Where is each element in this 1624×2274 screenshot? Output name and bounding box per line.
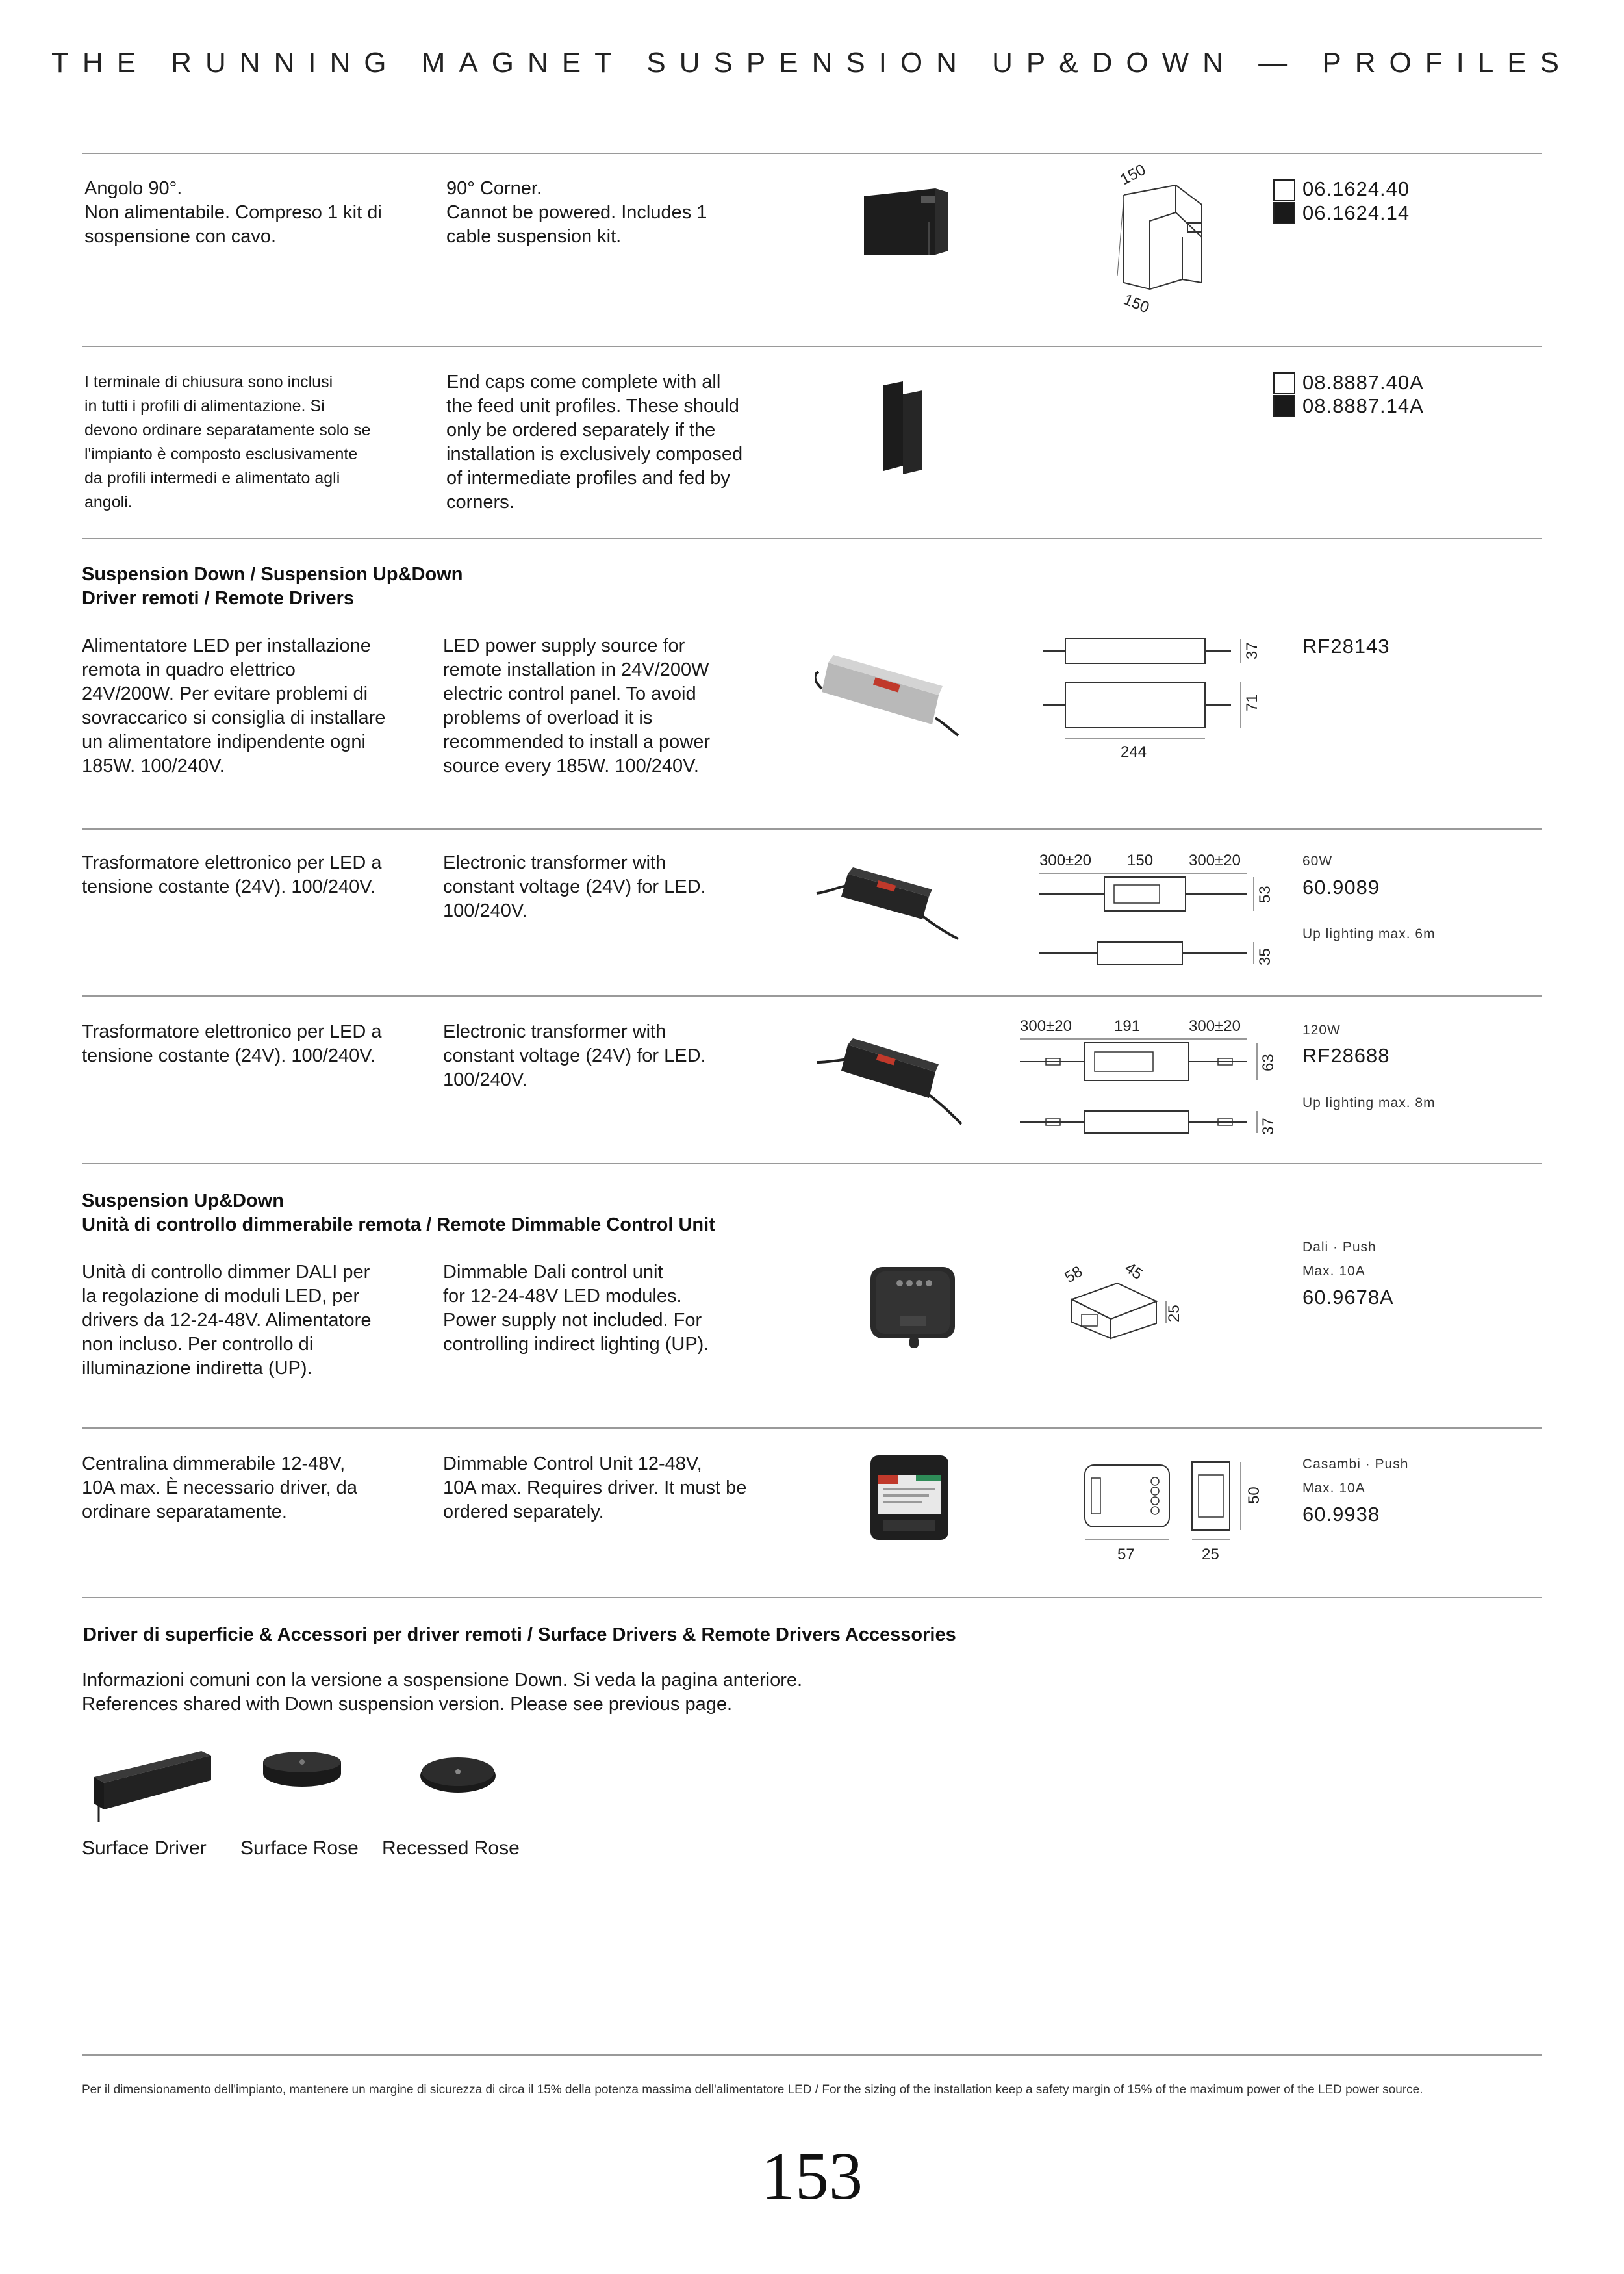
driver-desc-en: LED power supply source for remote installation in 24V/200W electric control panel. To avoid problems of overload it is recommended to install a power source every 185W. 100/240V. [443, 635, 711, 776]
dim-label: 35 [1256, 948, 1274, 965]
product-code: RF28143 [1302, 635, 1390, 658]
divider [82, 346, 1542, 347]
divider [82, 995, 1542, 997]
section-heading: Driver di superficie & Accessori per driver remoti / Surface Drivers & Remote Drivers Accessories [83, 1624, 956, 1645]
product-code: 06.1624.14 [1302, 201, 1410, 224]
dim-label: 25 [1202, 1546, 1219, 1563]
dali-desc-it: Unità di controllo dimmer DALI per la regolazione di moduli LED, per drivers da 12-24-48V. Alimentatore non incluso. Per controllo di illuminazione indiretta (UP). [82, 1262, 372, 1379]
divider [82, 1427, 1542, 1429]
section-heading: Suspension Down / Suspension Up&Down Driver remoti / Remote Drivers [82, 564, 463, 609]
dali-desc-en: Dimmable Dali control unit for 12-24-48V LED modules. Power supply not included. For controlling indirect lighting (UP). [443, 1262, 709, 1355]
driver-image [815, 643, 971, 741]
dim-label: 53 [1256, 886, 1274, 903]
dali-unit-image [864, 1257, 961, 1355]
lighting-note: Up lighting max. 8m [1302, 1095, 1436, 1110]
dim-label: 25 [1165, 1305, 1182, 1322]
power-label: 120W [1302, 1023, 1341, 1038]
control-type-label: Dali · Push [1302, 1240, 1377, 1255]
product-code: 60.9938 [1302, 1503, 1380, 1526]
transformer120-desc-en: Electronic transformer with constant voltage (24V) for LED. 100/240V. [443, 1021, 706, 1090]
transformer60-desc-en: Electronic transformer with constant voltage (24V) for LED. 100/240V. [443, 852, 706, 921]
transformer120-image [815, 1033, 971, 1131]
driver-desc-it: Alimentatore LED per installazione remota in quadro elettrico 24V/200W. Per evitare problemi di sovraccarico si consiglia di installare un alimentatore indipendente ogni 185W. 100/240V. [82, 635, 386, 776]
power-label: 60W [1302, 854, 1333, 869]
dim-label: 50 [1245, 1487, 1263, 1504]
transformer60-desc-it: Trasformatore elettronico per LED a tensione costante (24V). 100/240V. [82, 852, 382, 897]
casambi-dimension-drawing [1072, 1452, 1280, 1569]
dim-label: 300±20 [1020, 1017, 1072, 1035]
corner-desc-it: Angolo 90°. Non alimentabile. Compreso 1 kit di sospensione con cavo. [84, 178, 382, 247]
accessory-label: Surface Driver [82, 1837, 207, 1859]
dim-label: 150 [1121, 290, 1152, 317]
endcaps-desc-it: I terminale di chiusura sono inclusi in tutti i profili di alimentazione. Si devono ordinare separatamente solo se l'impianto è composto esclusivamente da profili intermedi e alimentato agli angoli. [84, 373, 371, 511]
casambi-unit-image [864, 1449, 955, 1546]
casambi-desc-it: Centralina dimmerabile 12-48V, 10A max. È necessario driver, da ordinare separatamente. [82, 1453, 357, 1522]
page-title: THE RUNNING MAGNET SUSPENSION UP&DOWN — PROFILES [51, 47, 1573, 79]
dim-label: 45 [1121, 1258, 1146, 1284]
page-number: 153 [761, 2139, 863, 2214]
divider [82, 1163, 1542, 1164]
product-code: 06.1624.40 [1302, 177, 1410, 200]
section-heading: Suspension Up&Down Unità di controllo dimmerabile remota / Remote Dimmable Control Unit [82, 1190, 715, 1235]
accessory-label: Recessed Rose [382, 1837, 520, 1859]
product-code: RF28688 [1302, 1044, 1390, 1067]
endcaps-desc-en: End caps come complete with all the feed unit profiles. These should only be ordered separately if the installation is exclusively composed of intermediate profiles and fed by corners. [446, 372, 743, 513]
transformer120-desc-it: Trasformatore elettronico per LED a tensione costante (24V). 100/240V. [82, 1021, 382, 1066]
transformer120-dimension-drawing [1013, 1010, 1286, 1153]
product-code: 60.9089 [1302, 876, 1380, 899]
divider [82, 2054, 1542, 2056]
surface-rose-image [257, 1748, 348, 1793]
dim-label: 37 [1260, 1118, 1277, 1135]
recessed-rose-image [416, 1751, 500, 1796]
dali-dimension-drawing [1059, 1251, 1182, 1348]
divider [82, 828, 1542, 830]
black-finish-swatch [1273, 202, 1295, 224]
product-code: 60.9678A [1302, 1286, 1394, 1309]
black-finish-swatch [1273, 395, 1295, 417]
dim-label: 150 [1117, 160, 1149, 189]
lighting-note: Up lighting max. 6m [1302, 926, 1436, 941]
corner-desc-en: 90° Corner. Cannot be powered. Includes 1 cable suspension kit. [446, 178, 707, 247]
divider [82, 153, 1542, 154]
max-current-label: Max. 10A [1302, 1264, 1365, 1279]
dim-label: 58 [1061, 1262, 1086, 1287]
accessory-label: Surface Rose [240, 1837, 359, 1859]
corner-dimension-drawing [1104, 159, 1221, 322]
dim-label: 71 [1243, 694, 1261, 711]
dim-label: 300±20 [1189, 852, 1241, 869]
product-code: 08.8887.40A [1302, 371, 1424, 394]
dim-label: 150 [1127, 852, 1154, 869]
dim-label: 37 [1243, 642, 1261, 659]
driver-dimension-drawing [1033, 633, 1267, 763]
section-info: Informazioni comuni con la versione a sospensione Down. Si veda la pagina anteriore. References shared with Down suspension version. Please see previous page. [82, 1670, 803, 1715]
dim-label: 63 [1260, 1054, 1277, 1071]
white-finish-swatch [1273, 179, 1295, 201]
max-current-label: Max. 10A [1302, 1481, 1365, 1496]
dim-label: 300±20 [1039, 852, 1091, 869]
control-type-label: Casambi · Push [1302, 1457, 1409, 1472]
dim-label: 57 [1117, 1546, 1135, 1563]
dim-label: 191 [1114, 1017, 1141, 1035]
divider [82, 1597, 1542, 1598]
endcap-image [877, 380, 929, 478]
casambi-desc-en: Dimmable Control Unit 12-48V, 10A max. Requires driver. It must be ordered separately. [443, 1453, 747, 1522]
product-code: 08.8887.14A [1302, 394, 1424, 417]
footer-note: Per il dimensionamento dell'impianto, mantenere un margine di sicurezza di circa il 15% della potenza massima dell'alimentatore LED / For the sizing of the installation keep a safety margin of 15% of the maximum power of the LED power source. [82, 2083, 1423, 2097]
divider [82, 538, 1542, 539]
white-finish-swatch [1273, 372, 1295, 394]
transformer60-image [815, 861, 965, 952]
surface-driver-image [88, 1741, 218, 1826]
corner-profile-image [857, 183, 955, 261]
transformer60-dimension-drawing [1033, 845, 1280, 984]
dim-label: 300±20 [1189, 1017, 1241, 1035]
dim-label: 244 [1121, 743, 1147, 761]
